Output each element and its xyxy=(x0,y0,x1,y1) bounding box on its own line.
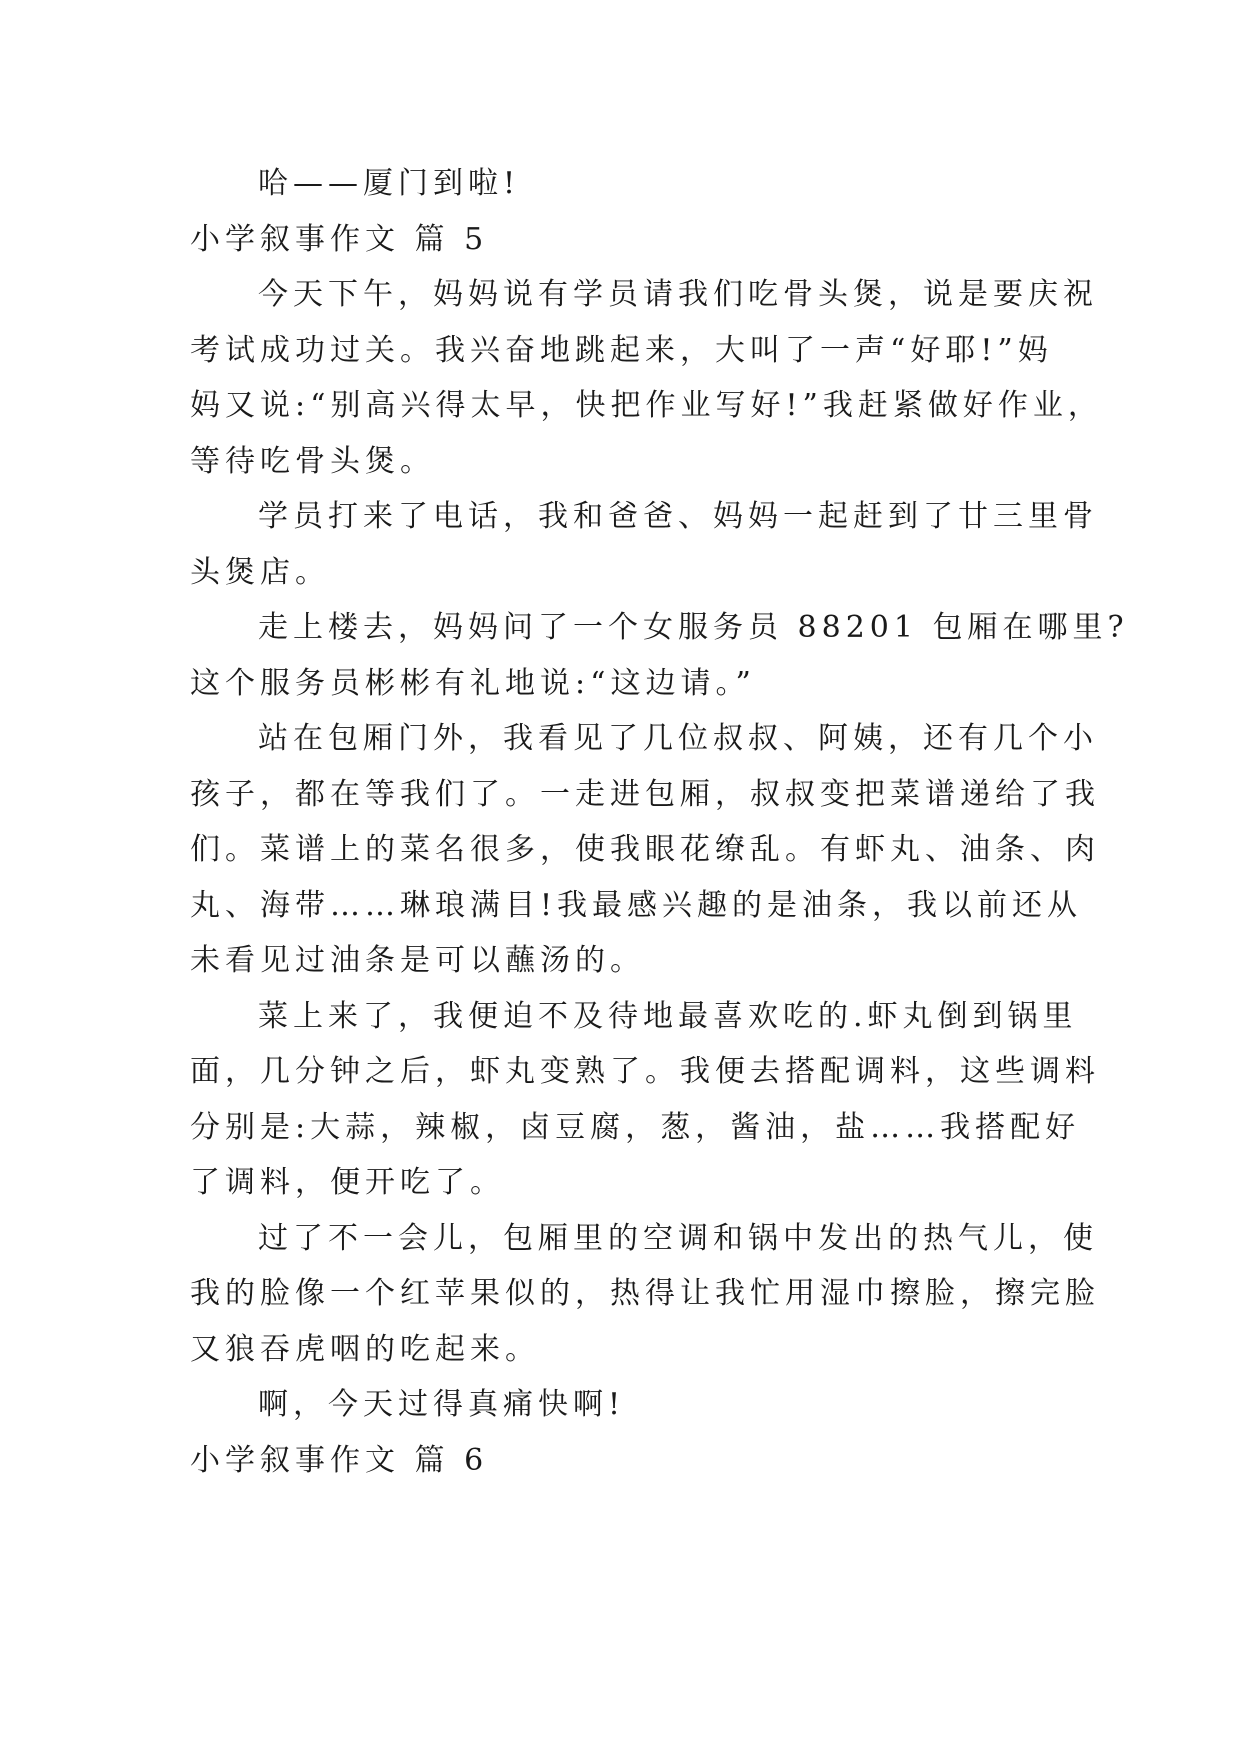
paragraph xyxy=(190,711,1100,989)
text-line: 孩子，都在等我们了。一走进包厢，叔叔变把菜谱递给了我 xyxy=(190,776,1100,812)
text-line: 面，几分钟之后，虾丸变熟了。我便去搭配调料，这些调料 xyxy=(190,1054,1100,1089)
text-line: 菜上来了，我便迫不及待地最喜欢吃的.虾丸倒到锅里 xyxy=(258,998,1078,1034)
text-line: 未看见过油条是可以蘸汤的。 xyxy=(190,943,645,978)
paragraph xyxy=(190,1211,1100,1378)
text-line: 们。菜谱上的菜名很多，使我眼花缭乱。有虾丸、油条、肉 xyxy=(190,832,1100,867)
paragraph xyxy=(190,1377,1060,1433)
text-line: 走上楼去，妈妈问了一个女服务员 88201 包厢在哪里? xyxy=(258,610,1129,645)
text-line: 头煲店。 xyxy=(190,554,330,590)
text-line: 等待吃骨头煲。 xyxy=(190,443,435,479)
document-body xyxy=(190,156,1129,1488)
paragraph xyxy=(190,267,1103,489)
paragraph-intro xyxy=(190,156,1060,212)
text-line: 丸、海带……琳琅满目!我最感兴趣的是油条，我以前还从 xyxy=(190,887,1083,923)
text-line: 又狼吞虎咽的吃起来。 xyxy=(190,1331,540,1367)
text-line: 今天下午，妈妈说有学员请我们吃骨头煲，说是要庆祝 xyxy=(258,277,1098,312)
paragraph xyxy=(190,600,1129,711)
text-line: 哈——厦门到啦! xyxy=(258,166,521,201)
text-line: 我的脸像一个红苹果似的，热得让我忙用湿巾擦脸，擦完脸 xyxy=(190,1276,1100,1311)
section-heading-5: 小学叙事作文 篇 5 xyxy=(190,221,489,257)
text-line: 站在包厢门外，我看见了几位叔叔、阿姨，还有几个小 xyxy=(258,721,1098,756)
text-line: 了调料，便开吃了。 xyxy=(190,1165,505,1200)
text-line: 考试成功过关。我兴奋地跳起来，大叫了一声“好耶!”妈 xyxy=(190,332,1053,368)
text-line: 啊，今天过得真痛快啊! xyxy=(258,1387,626,1422)
text-line: 过了不一会儿，包厢里的空调和锅中发出的热气儿，使 xyxy=(258,1220,1098,1256)
text-line: 分别是:大蒜，辣椒，卤豆腐，葱，酱油，盐……我搭配好 xyxy=(190,1109,1081,1145)
text-line: 妈又说:“别高兴得太早，快把作业写好!”我赶紧做好作业， xyxy=(190,388,1103,423)
paragraph xyxy=(190,989,1100,1211)
text-line: 这个服务员彬彬有礼地说:“这边请。” xyxy=(190,665,756,701)
section-heading-6: 小学叙事作文 篇 6 xyxy=(190,1442,489,1478)
paragraph xyxy=(190,489,1098,600)
text-line: 学员打来了电话，我和爸爸、妈妈一起赶到了廿三里骨 xyxy=(258,499,1098,534)
